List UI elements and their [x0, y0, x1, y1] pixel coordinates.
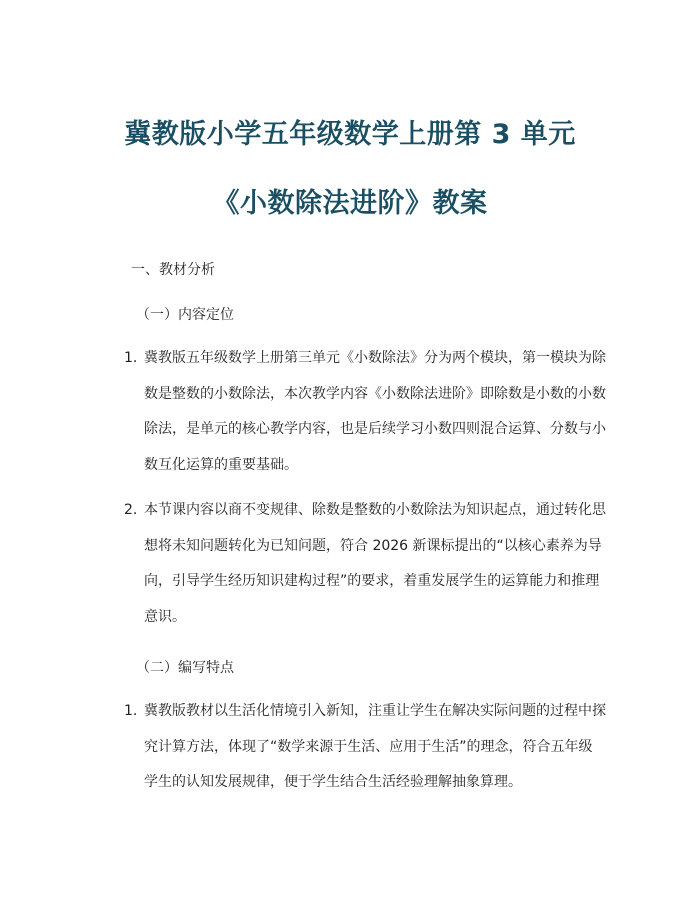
- list-item-text: [144, 341, 604, 483]
- subsection-heading-content-positioning: （一）内容定位: [136, 307, 234, 323]
- list-item-number: 1.: [124, 703, 138, 719]
- paragraph-line: 冀教版五年级数学上册第三单元《小数除法》分为两个模块，第一模块为除: [144, 350, 606, 366]
- list-item-number: 2.: [124, 502, 138, 518]
- document-title-line-1: 冀教版小学五年级数学上册第 3 单元: [124, 119, 576, 150]
- subsection-heading-writing-features: （二）编写特点: [136, 660, 234, 676]
- list-item-text: [144, 493, 604, 635]
- paragraph-line: 究计算方法，体现了“数学来源于生活、应用于生活”的理念，符合五年级: [144, 738, 593, 755]
- list-item: [124, 493, 604, 635]
- list-item: [124, 341, 604, 483]
- paragraph-line: 想将未知问题转化为已知问题，符合 2026 新课标提出的“以核心素养为导: [144, 537, 602, 554]
- paragraph-line: 意识。: [144, 608, 186, 625]
- paragraph-line: 学生的认知发展规律，便于学生结合生活经验理解抽象算理。: [144, 774, 522, 791]
- paragraph-line: 本节课内容以商不变规律、除数是整数的小数除法为知识起点，通过转化思: [144, 502, 606, 518]
- paragraph-line: 数是整数的小数除法，本次教学内容《小数除法进阶》即除数是小数的小数: [144, 385, 606, 402]
- document-title-line-2: 《小数除法进阶》教案: [212, 188, 488, 219]
- section-heading-textbook-analysis: 一、教材分析: [131, 262, 215, 278]
- list-item: [124, 694, 604, 801]
- paragraph-line: 数互化运算的重要基础。: [144, 456, 298, 473]
- list-item-number: 1.: [124, 350, 138, 366]
- paragraph-line: 向，引导学生经历知识建构过程”的要求，着重发展学生的运算能力和推理: [144, 573, 600, 590]
- list-item-text: [144, 694, 604, 801]
- paragraph-line: 除法，是单元的核心教学内容，也是后续学习小数四则混合运算、分数与小: [144, 421, 606, 438]
- paragraph-line: 冀教版教材以生活化情境引入新知，注重让学生在解决实际问题的过程中探: [144, 703, 606, 719]
